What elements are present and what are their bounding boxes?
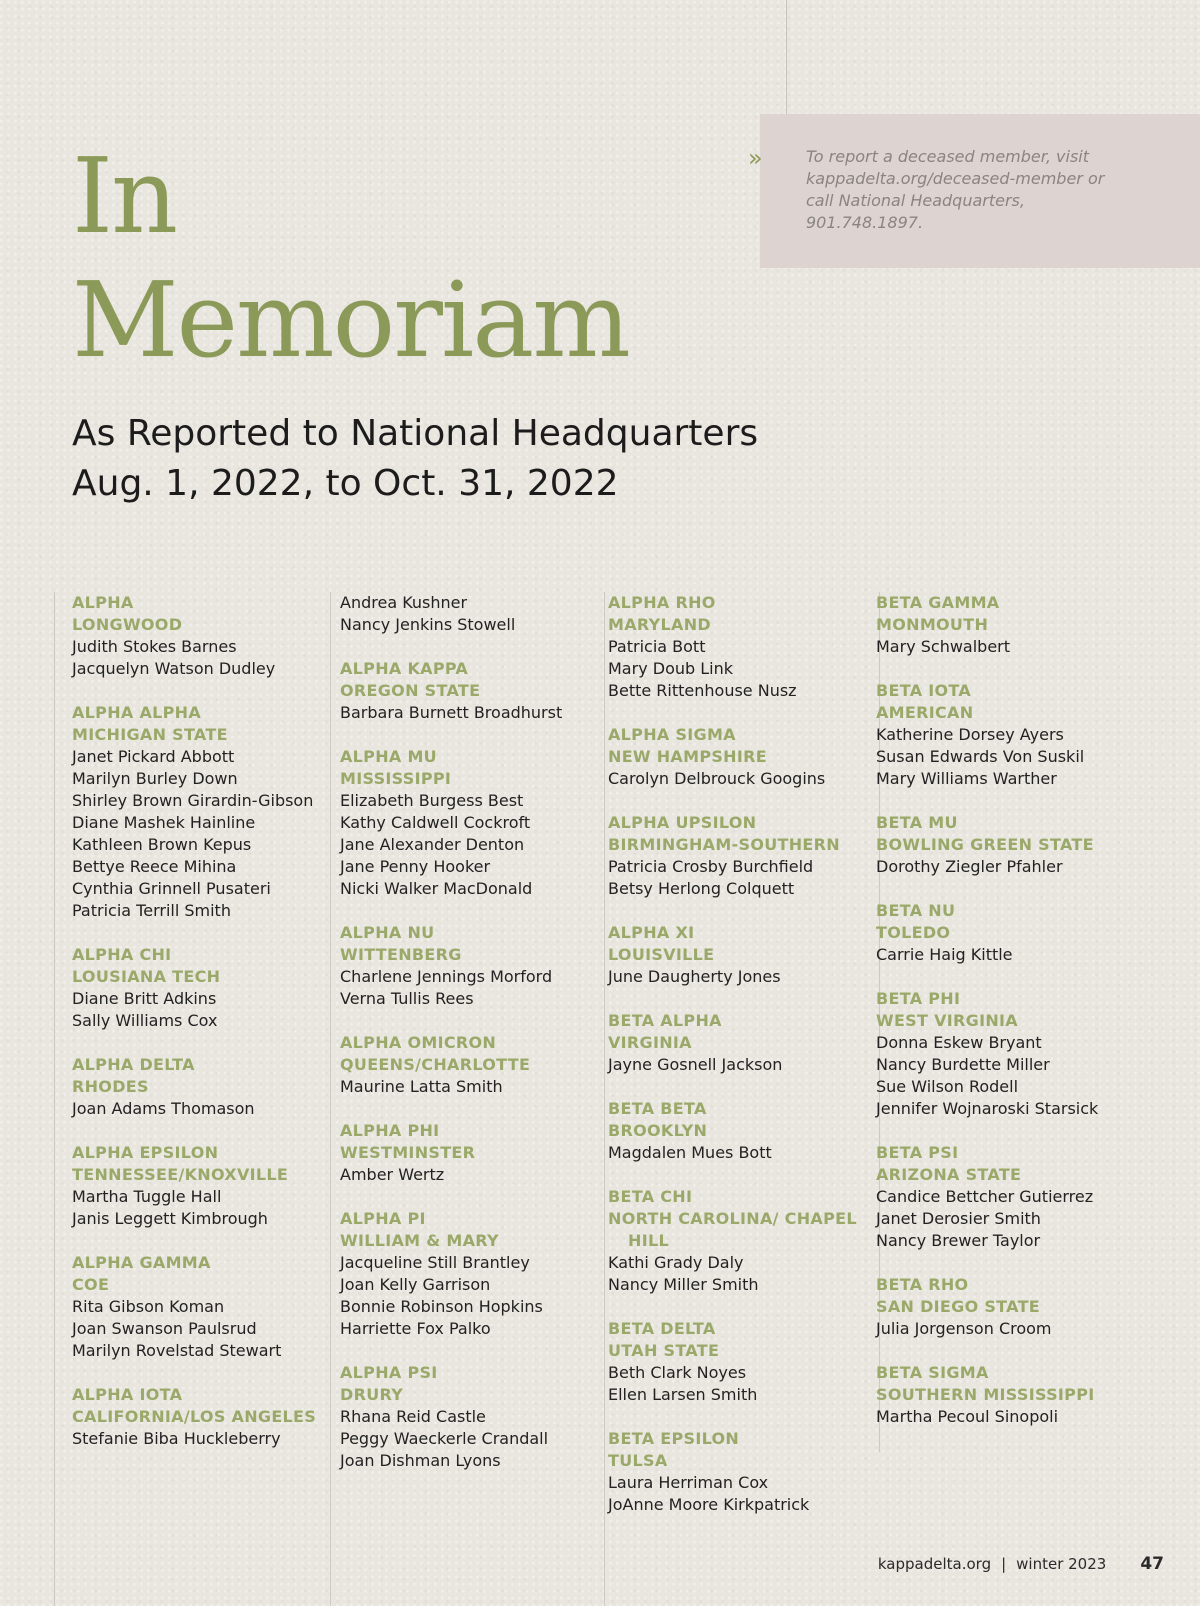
member-name: Shirley Brown Girardin-Gibson [72, 791, 314, 810]
member-name: Rhana Reid Castle [340, 1407, 486, 1426]
chapter-name: ALPHA IOTA [72, 1385, 183, 1404]
page-footer [878, 1554, 1164, 1574]
school-name: RHODES [72, 1077, 149, 1096]
member-name: Stefanie Biba Huckleberry [72, 1429, 281, 1448]
member-name: Kathy Caldwell Cockroft [340, 813, 531, 832]
chapter-entry [72, 1142, 342, 1230]
member-name: Janet Pickard Abbott [72, 747, 235, 766]
chapter-entry [876, 592, 1146, 658]
page-title-line-2: Memoriam [72, 259, 629, 381]
member-name: Diane Britt Adkins [72, 989, 217, 1008]
school-name: CALIFORNIA/LOS ANGELES [72, 1407, 317, 1426]
chapter-entry [876, 1274, 1146, 1340]
chapter-name: BETA IOTA [876, 681, 972, 700]
member-name: Katherine Dorsey Ayers [876, 725, 1064, 744]
school-name: BOWLING GREEN STATE [876, 835, 1094, 854]
chapter-entry [340, 922, 610, 1010]
member-name: Bettye Reece Mihina [72, 857, 237, 876]
chapter-name: ALPHA SIGMA [608, 725, 736, 744]
member-name: Nancy Jenkins Stowell [340, 615, 516, 634]
page-number: 47 [1140, 1554, 1164, 1574]
member-name: Cynthia Grinnell Pusateri [72, 879, 271, 898]
chapter-name: ALPHA ALPHA [72, 703, 202, 722]
member-name: Jane Penny Hooker [340, 857, 491, 876]
member-name: Bette Rittenhouse Nusz [608, 681, 797, 700]
member-name: Magdalen Mues Bott [608, 1143, 772, 1162]
member-name: Amber Wertz [340, 1165, 445, 1184]
chapter-name: ALPHA UPSILON [608, 813, 757, 832]
memoriam-columns [0, 592, 1200, 1606]
member-name: Jacqueline Still Brantley [340, 1253, 530, 1272]
chapter-entry [876, 680, 1146, 790]
chapter-name: BETA BETA [608, 1099, 707, 1118]
page-subtitle [72, 409, 758, 509]
chapter-entry [608, 1318, 878, 1406]
member-name: Judith Stokes Barnes [72, 637, 237, 656]
school-name: VIRGINIA [608, 1033, 692, 1052]
chapter-name: ALPHA OMICRON [340, 1033, 497, 1052]
member-name: Diane Mashek Hainline [72, 813, 256, 832]
memoriam-column [340, 592, 610, 1494]
member-name: Dorothy Ziegler Pfahler [876, 857, 1063, 876]
chapter-name: BETA ALPHA [608, 1011, 722, 1030]
member-name: Sally Williams Cox [72, 1011, 218, 1030]
member-name: Harriette Fox Palko [340, 1319, 491, 1338]
chapter-name: ALPHA EPSILON [72, 1143, 219, 1162]
member-name: Maurine Latta Smith [340, 1077, 503, 1096]
chapter-name: BETA SIGMA [876, 1363, 989, 1382]
subtitle-line-1: As Reported to National Headquarters [72, 413, 759, 454]
chapter-entry [72, 592, 342, 680]
member-name: Patricia Bott [608, 637, 706, 656]
chapter-entry [876, 1362, 1146, 1428]
member-name: Sue Wilson Rodell [876, 1077, 1019, 1096]
member-name: Verna Tullis Rees [340, 989, 474, 1008]
chapter-name: ALPHA MU [340, 747, 437, 766]
member-name: Donna Eskew Bryant [876, 1033, 1042, 1052]
member-name: Nancy Burdette Miller [876, 1055, 1050, 1074]
school-name: WILLIAM & MARY [340, 1231, 499, 1250]
chapter-name: BETA CHI [608, 1187, 693, 1206]
memoriam-column [72, 592, 342, 1472]
member-name: Peggy Waeckerle Crandall [340, 1429, 549, 1448]
chapter-name: ALPHA CHI [72, 945, 172, 964]
school-name: BIRMINGHAM-SOUTHERN [608, 835, 840, 854]
member-name: Laura Herriman Cox [608, 1473, 769, 1492]
school-name: TOLEDO [876, 923, 951, 942]
chapter-entry [72, 1054, 342, 1120]
member-name: Martha Tuggle Hall [72, 1187, 222, 1206]
school-name: MONMOUTH [876, 615, 989, 634]
school-name: SAN DIEGO STATE [876, 1297, 1041, 1316]
column-divider [330, 592, 331, 1606]
school-name: NEW HAMPSHIRE [608, 747, 767, 766]
member-name: Betsy Herlong Colquett [608, 879, 795, 898]
member-name: Joan Adams Thomason [72, 1099, 255, 1118]
member-name: Charlene Jennings Morford [340, 967, 553, 986]
school-name: LONGWOOD [72, 615, 183, 634]
chapter-name: ALPHA NU [340, 923, 435, 942]
school-name: BROOKLYN [608, 1121, 708, 1140]
school-name: ARIZONA STATE [876, 1165, 1022, 1184]
chapter-name: BETA DELTA [608, 1319, 716, 1338]
chapter-entry [340, 1362, 610, 1472]
member-name: Ellen Larsen Smith [608, 1385, 758, 1404]
column-divider [54, 592, 55, 1606]
member-name: Andrea Kushner [340, 593, 468, 612]
chapter-entry [340, 658, 610, 724]
chapter-entry [608, 1428, 878, 1516]
memoriam-column [876, 592, 1146, 1450]
chapter-entry [608, 812, 878, 900]
chapter-entry [608, 1098, 878, 1164]
footer-site[interactable]: kappadelta.org [877, 1555, 992, 1573]
school-name: AMERICAN [876, 703, 974, 722]
member-name: Julia Jorgenson Croom [876, 1319, 1052, 1338]
member-name: Beth Clark Noyes [608, 1363, 747, 1382]
member-name: Rita Gibson Koman [72, 1297, 225, 1316]
school-name: DRURY [340, 1385, 404, 1404]
chapter-name: BETA EPSILON [608, 1429, 740, 1448]
member-name: Mary Doub Link [608, 659, 733, 678]
school-name: LOUSIANA TECH [72, 967, 221, 986]
page-title [72, 134, 629, 382]
chapter-name: BETA PHI [876, 989, 961, 1008]
school-name: MICHIGAN STATE [72, 725, 228, 744]
chapter-entry [876, 812, 1146, 878]
chapter-entry [608, 1010, 878, 1076]
chapter-entry [876, 1142, 1146, 1252]
member-name: Jennifer Wojnaroski Starsick [876, 1099, 1099, 1118]
school-name: NORTH CAROLINA/ CHAPEL HILL [608, 1209, 857, 1250]
chapter-entry [72, 944, 342, 1032]
chapter-name: ALPHA PI [340, 1209, 426, 1228]
school-name: OREGON STATE [340, 681, 481, 700]
member-name: Jane Alexander Denton [340, 835, 525, 854]
member-name: Mary Williams Warther [876, 769, 1057, 788]
footer-separator: | [1001, 1555, 1007, 1573]
chapter-entry [608, 592, 878, 702]
chapter-entry [608, 922, 878, 988]
member-name: Janis Leggett Kimbrough [72, 1209, 268, 1228]
chapter-entry [340, 746, 610, 900]
chapter-name: BETA GAMMA [876, 593, 1000, 612]
school-name: MARYLAND [608, 615, 711, 634]
chapter-name: ALPHA XI [608, 923, 695, 942]
chapter-name: ALPHA PSI [340, 1363, 438, 1382]
member-name: Elizabeth Burgess Best [340, 791, 524, 810]
chapter-name: BETA PSI [876, 1143, 959, 1162]
school-name: TULSA [608, 1451, 668, 1470]
chapter-name: ALPHA PHI [340, 1121, 440, 1140]
chapter-entry [608, 724, 878, 790]
chapter-entry [340, 1208, 610, 1340]
chapter-name: ALPHA DELTA [72, 1055, 195, 1074]
footer-issue: winter 2023 [1016, 1555, 1107, 1573]
member-name: Nicki Walker MacDonald [340, 879, 533, 898]
member-name: Joan Kelly Garrison [340, 1275, 491, 1294]
chapter-entry [72, 1384, 342, 1450]
school-name: QUEENS/CHARLOTTE [340, 1055, 531, 1074]
member-name: Carrie Haig Kittle [876, 945, 1013, 964]
chapter-name: ALPHA [72, 593, 134, 612]
member-name: Patricia Terrill Smith [72, 901, 231, 920]
member-name: JoAnne Moore Kirkpatrick [608, 1495, 810, 1514]
chapter-entry [608, 1186, 878, 1296]
notice-text: To report a deceased member, visit kappadelta.org/deceased-member or call National Headquarters, 901.748.1897. [806, 147, 1105, 232]
member-name: Patricia Crosby Burchfield [608, 857, 814, 876]
member-name: Kathi Grady Daly [608, 1253, 744, 1272]
member-name: Kathleen Brown Kepus [72, 835, 252, 854]
school-name: WESTMINSTER [340, 1143, 476, 1162]
page-title-line-1: In [72, 135, 177, 257]
member-name: Susan Edwards Von Suskil [876, 747, 1085, 766]
chapter-entry [340, 1120, 610, 1186]
chapter-entry [72, 702, 342, 922]
member-name: Jayne Gosnell Jackson [608, 1055, 783, 1074]
member-name: Nancy Brewer Taylor [876, 1231, 1041, 1250]
chapter-entry [340, 1032, 610, 1098]
school-name: TENNESSEE/KNOXVILLE [72, 1165, 289, 1184]
chapter-entry [340, 592, 610, 636]
member-name: Marilyn Burley Down [72, 769, 238, 788]
chapter-entry [876, 988, 1146, 1120]
member-name: Janet Derosier Smith [876, 1209, 1041, 1228]
double-chevron-icon: » [748, 144, 763, 172]
chapter-entry [72, 1252, 342, 1362]
column-divider [604, 592, 605, 1606]
chapter-name: ALPHA GAMMA [72, 1253, 211, 1272]
member-name: Marilyn Rovelstad Stewart [72, 1341, 282, 1360]
school-name: COE [72, 1275, 110, 1294]
chapter-name: ALPHA RHO [608, 593, 716, 612]
member-name: Mary Schwalbert [876, 637, 1011, 656]
member-name: Bonnie Robinson Hopkins [340, 1297, 543, 1316]
chapter-name: BETA MU [876, 813, 958, 832]
member-name: Nancy Miller Smith [608, 1275, 759, 1294]
memoriam-column [608, 592, 878, 1538]
subtitle-line-2: Aug. 1, 2022, to Oct. 31, 2022 [72, 463, 619, 504]
member-name: Barbara Burnett Broadhurst [340, 703, 563, 722]
member-name: Joan Swanson Paulsrud [72, 1319, 257, 1338]
member-name: Carolyn Delbrouck Googins [608, 769, 826, 788]
chapter-name: BETA RHO [876, 1275, 969, 1294]
chapter-name: BETA NU [876, 901, 956, 920]
school-name: LOUISVILLE [608, 945, 715, 964]
member-name: Jacquelyn Watson Dudley [72, 659, 276, 678]
school-name: WITTENBERG [340, 945, 462, 964]
school-name: MISSISSIPPI [340, 769, 452, 788]
chapter-entry [876, 900, 1146, 966]
member-name: Joan Dishman Lyons [340, 1451, 501, 1470]
school-name: WEST VIRGINIA [876, 1011, 1018, 1030]
school-name: SOUTHERN MISSISSIPPI [876, 1385, 1095, 1404]
member-name: Martha Pecoul Sinopoli [876, 1407, 1059, 1426]
member-name: Candice Bettcher Gutierrez [876, 1187, 1094, 1206]
chapter-name: ALPHA KAPPA [340, 659, 469, 678]
school-name: UTAH STATE [608, 1341, 720, 1360]
member-name: June Daugherty Jones [608, 967, 781, 986]
